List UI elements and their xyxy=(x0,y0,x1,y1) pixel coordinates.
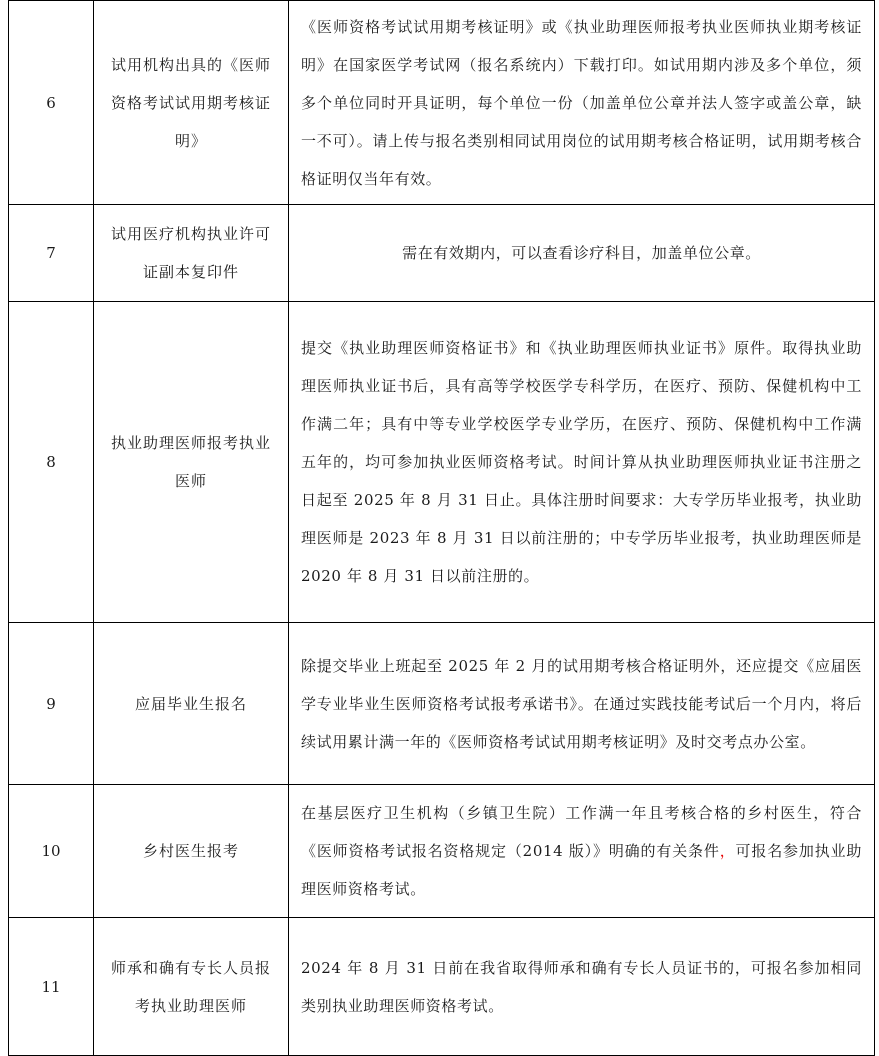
row-description: 提交《执业助理医师资格证书》和《执业助理医师执业证书》原件。取得执业助理医师执业证书后，具有高等学校医学专科学历，在医疗、预防、保健机构中工作满二年；具有中等专业学校医学专业学历，在医疗、预防、保健机构中工作满五年的，均可参加执业医师资格考试。时间计算从执业助理医师执业证书注册之日起至 2025 年 8 月 31 日止。具体注册时间要求：大专学历毕业报考，执业助理医师是 2023 年 8 月 31 日以前注册的；中专学历毕业报考，执业助理医师是 2020 年 8 月 31 日以前注册的。 xyxy=(289,302,875,623)
row-description: 《医师资格考试试用期考核证明》或《执业助理医师报考执业医师执业期考核证明》在国家医学考试网（报名系统内）下载打印。如试用期内涉及多个单位，须多个单位同时开具证明，每个单位一份（加盖单位公章并法人签字或盖公章，缺一不可）。请上传与报名类别相同试用岗位的试用期考核合格证明，试用期考核合格证明仅当年有效。 xyxy=(289,1,875,205)
description-text: 在基层医疗卫生机构（乡镇卫生院）工作满一年且考核合格的乡村医生，符合《医师资格考试报名资格规定（2014 版）》明确的有关条件 xyxy=(301,804,862,860)
row-number: 11 xyxy=(9,918,94,1056)
row-number: 8 xyxy=(9,302,94,623)
table-row xyxy=(9,205,875,302)
table-row xyxy=(9,623,875,785)
row-number: 10 xyxy=(9,785,94,918)
row-description: 除提交毕业上班起至 2025 年 2 月的试用期考核合格证明外，还应提交《应届医学专业毕业生医师资格考试报考承诺书》。在通过实践技能考试后一个月内，将后续试用累计满一年的《医师资格考试试用期考核证明》及时交考点办公室。 xyxy=(289,623,875,785)
table-row xyxy=(9,785,875,918)
row-description: 2024 年 8 月 31 日前在我省取得师承和确有专长人员证书的，可报名参加相同类别执业助理医师资格考试。 xyxy=(289,918,875,1056)
row-number: 7 xyxy=(9,205,94,302)
row-description xyxy=(289,785,875,918)
row-description: 需在有效期内，可以查看诊疗科目，加盖单位公章。 xyxy=(289,205,875,302)
row-item: 试用医疗机构执业许可证副本复印件 xyxy=(94,205,289,302)
table-row xyxy=(9,302,875,623)
table-row xyxy=(9,918,875,1056)
row-item: 执业助理医师报考执业医师 xyxy=(94,302,289,623)
row-item: 试用机构出具的《医师资格考试试用期考核证明》 xyxy=(94,1,289,205)
row-item: 师承和确有专长人员报考执业助理医师 xyxy=(94,918,289,1056)
row-number: 6 xyxy=(9,1,94,205)
requirements-table xyxy=(8,0,875,1056)
row-item: 应届毕业生报名 xyxy=(94,623,289,785)
row-number: 9 xyxy=(9,623,94,785)
red-comma: ， xyxy=(719,842,736,860)
description-text: 可报名参加执业助理医师资格考试。 xyxy=(301,842,862,898)
row-item: 乡村医生报考 xyxy=(94,785,289,918)
table-row xyxy=(9,1,875,205)
